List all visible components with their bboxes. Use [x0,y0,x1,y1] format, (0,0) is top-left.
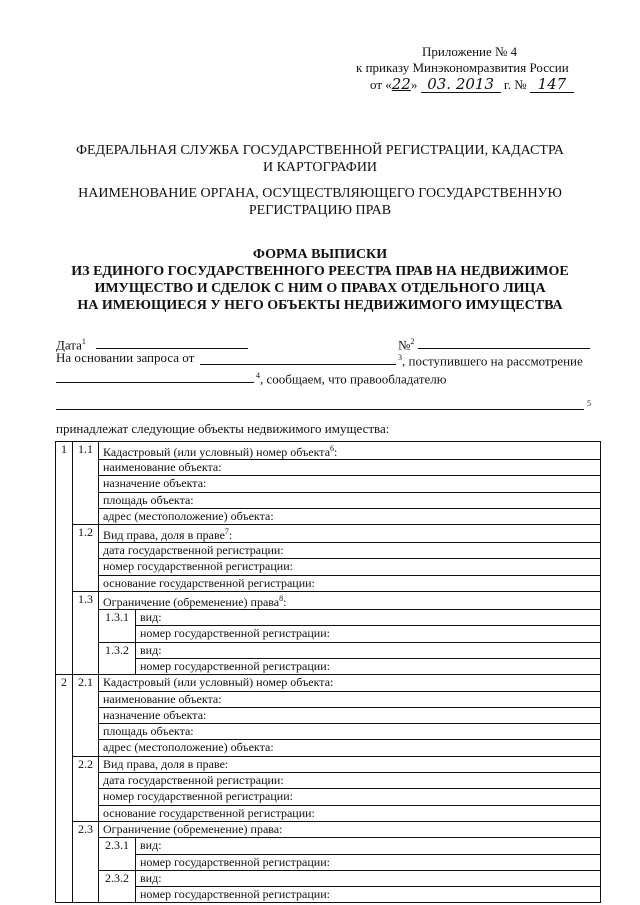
object-name-field[interactable]: наименование объекта: [99,691,601,707]
cadastral-number-title: Кадастровый (или условный) номер объекта$^6$: [99,442,601,460]
form-title-line4: НА ИМЕЮЩИЕСЯ У НЕГО ОБЪЕКТЫ НЕДВИЖИМОГО ИМУЩЕСТВА [77,298,563,313]
appendix-order: к приказу Минэкономразвития России [356,60,569,75]
object-number: 2 [56,675,73,903]
appendix-number: 147 [530,76,574,93]
table-row [56,773,601,789]
object-address-field[interactable]: адрес (местоположение) объекта: [99,740,601,756]
agency-name-line2: И КАРТОГРАФИИ [262,160,378,175]
encumbrance-title: Ограничение (обременение) права: [99,821,601,837]
table-row [56,476,601,492]
table-row [56,460,601,476]
section-number: 1.3 [73,592,99,675]
rights-holder-field[interactable] [56,409,584,410]
encumbrance-number-field[interactable]: номер государственной регистрации: [136,854,601,870]
encumbrance-kind-field[interactable]: вид: [136,838,601,854]
objects-intro: принадлежат следующие объекты недвижимого имущества: [56,421,390,436]
registration-basis-field[interactable]: основание государственной регистрации: [99,805,601,821]
agency-name [40,142,600,176]
objects-table [55,441,601,903]
registration-date-field[interactable]: дата государственной регистрации: [99,773,601,789]
subsection-number: 1.3.2 [99,642,136,675]
appendix-block [356,44,610,93]
table-row [56,805,601,821]
subsection-number: 2.3.1 [99,838,136,871]
registration-basis-field[interactable]: основание государственной регистрации: [99,575,601,591]
object-area-field[interactable]: площадь объекта: [99,724,601,740]
subsection-number: 1.3.1 [99,610,136,643]
appendix-date-mid: » [410,77,418,92]
section-number: 2.3 [73,821,99,902]
table-row [56,508,601,524]
section-number: 2.1 [73,675,99,756]
table-row [56,821,601,837]
registration-number-field[interactable]: номер государственной регистрации: [99,559,601,575]
table-row [56,575,601,591]
section-number: 2.2 [73,756,99,821]
registration-date-field[interactable]: дата государственной регистрации: [99,543,601,559]
table-row [56,442,601,460]
notice-text: $^4$, сообщаем, что правообладателю [256,371,447,387]
table-row [56,525,601,543]
encumbrance-number-field[interactable]: номер государственной регистрации: [136,658,601,674]
appendix-date-line [370,76,610,93]
appendix-year-suffix: г. № [503,77,527,92]
table-row [56,675,601,691]
subsection-number: 2.3.2 [99,870,136,903]
appendix-month-year: 03. 2013 [421,76,501,93]
form-title-line3: ИМУЩЕСТВО И СДЕЛОК С НИМ О ПРАВАХ ОТДЕЛЬНОГО ЛИЦА [94,281,546,296]
encumbrance-title: Ограничение (обременение) права$^8$: [99,592,601,610]
table-row [56,887,601,903]
encumbrance-number-field[interactable]: номер государственной регистрации: [136,887,601,903]
registration-body [40,185,600,219]
request-date-field[interactable] [200,364,396,365]
table-row [56,642,601,658]
table-row [56,492,601,508]
request-label: На основании запроса от [56,350,195,365]
form-title-line2: ИЗ ЕДИНОГО ГОСУДАРСТВЕННОГО РЕЕСТРА ПРАВ НА НЕДВИЖИМОЕ [71,264,569,279]
request-suffix: $^3$, поступившего на рассмотрение [398,353,583,369]
date-field[interactable] [96,348,248,349]
table-row [56,543,601,559]
encumbrance-kind-field[interactable]: вид: [136,642,601,658]
appendix-title: Приложение № 4 [422,44,518,59]
encumbrance-kind-field[interactable]: вид: [136,610,601,626]
number-label: №$^2$ [398,337,415,353]
object-purpose-field[interactable]: назначение объекта: [99,476,601,492]
table-row [56,854,601,870]
table-row [56,658,601,674]
date-label: Дата$^1$ [56,337,86,353]
table-row [56,559,601,575]
object-area-field[interactable]: площадь объекта: [99,492,601,508]
cadastral-number-title: Кадастровый (или условный) номер объекта: [99,675,601,691]
agency-name-line1: ФЕДЕРАЛЬНАЯ СЛУЖБА ГОСУДАРСТВЕННОЙ РЕГИСТРАЦИИ, КАДАСТРА [75,143,565,158]
right-type-title: Вид права, доля в праве: [99,756,601,772]
object-address-field[interactable]: адрес (местоположение) объекта: [99,508,601,524]
registration-body-line1: НАИМЕНОВАНИЕ ОРГАНА, ОСУЩЕСТВЛЯЮЩЕГО ГОСУДАРСТВЕННУЮ [78,186,562,201]
table-row [56,870,601,886]
registration-number-field[interactable]: номер государственной регистрации: [99,789,601,805]
section-number: 1.2 [73,525,99,592]
received-date-field[interactable] [56,382,254,383]
table-row [56,789,601,805]
registration-body-line2: РЕГИСТРАЦИЮ ПРАВ [248,203,392,218]
appendix-date-prefix: от « [370,77,392,92]
object-purpose-field[interactable]: назначение объекта: [99,707,601,723]
number-field[interactable] [418,348,590,349]
encumbrance-kind-field[interactable]: вид: [136,870,601,886]
table-row [56,626,601,642]
encumbrance-number-field[interactable]: номер государственной регистрации: [136,626,601,642]
table-row [56,691,601,707]
table-row [56,838,601,854]
table-row [56,610,601,626]
form-title-line1: ФОРМА ВЫПИСКИ [252,247,388,262]
table-row [56,592,601,610]
table-row [56,756,601,772]
form-title [40,246,600,314]
right-type-title: Вид права, доля в праве$^7$: [99,525,601,543]
appendix-day: 22 [391,75,411,93]
rights-holder-sup: 5 [587,399,591,408]
object-number: 1 [56,442,73,675]
table-row [56,724,601,740]
table-row [56,707,601,723]
object-name-field[interactable]: наименование объекта: [99,460,601,476]
table-row [56,740,601,756]
section-number: 1.1 [73,442,99,525]
